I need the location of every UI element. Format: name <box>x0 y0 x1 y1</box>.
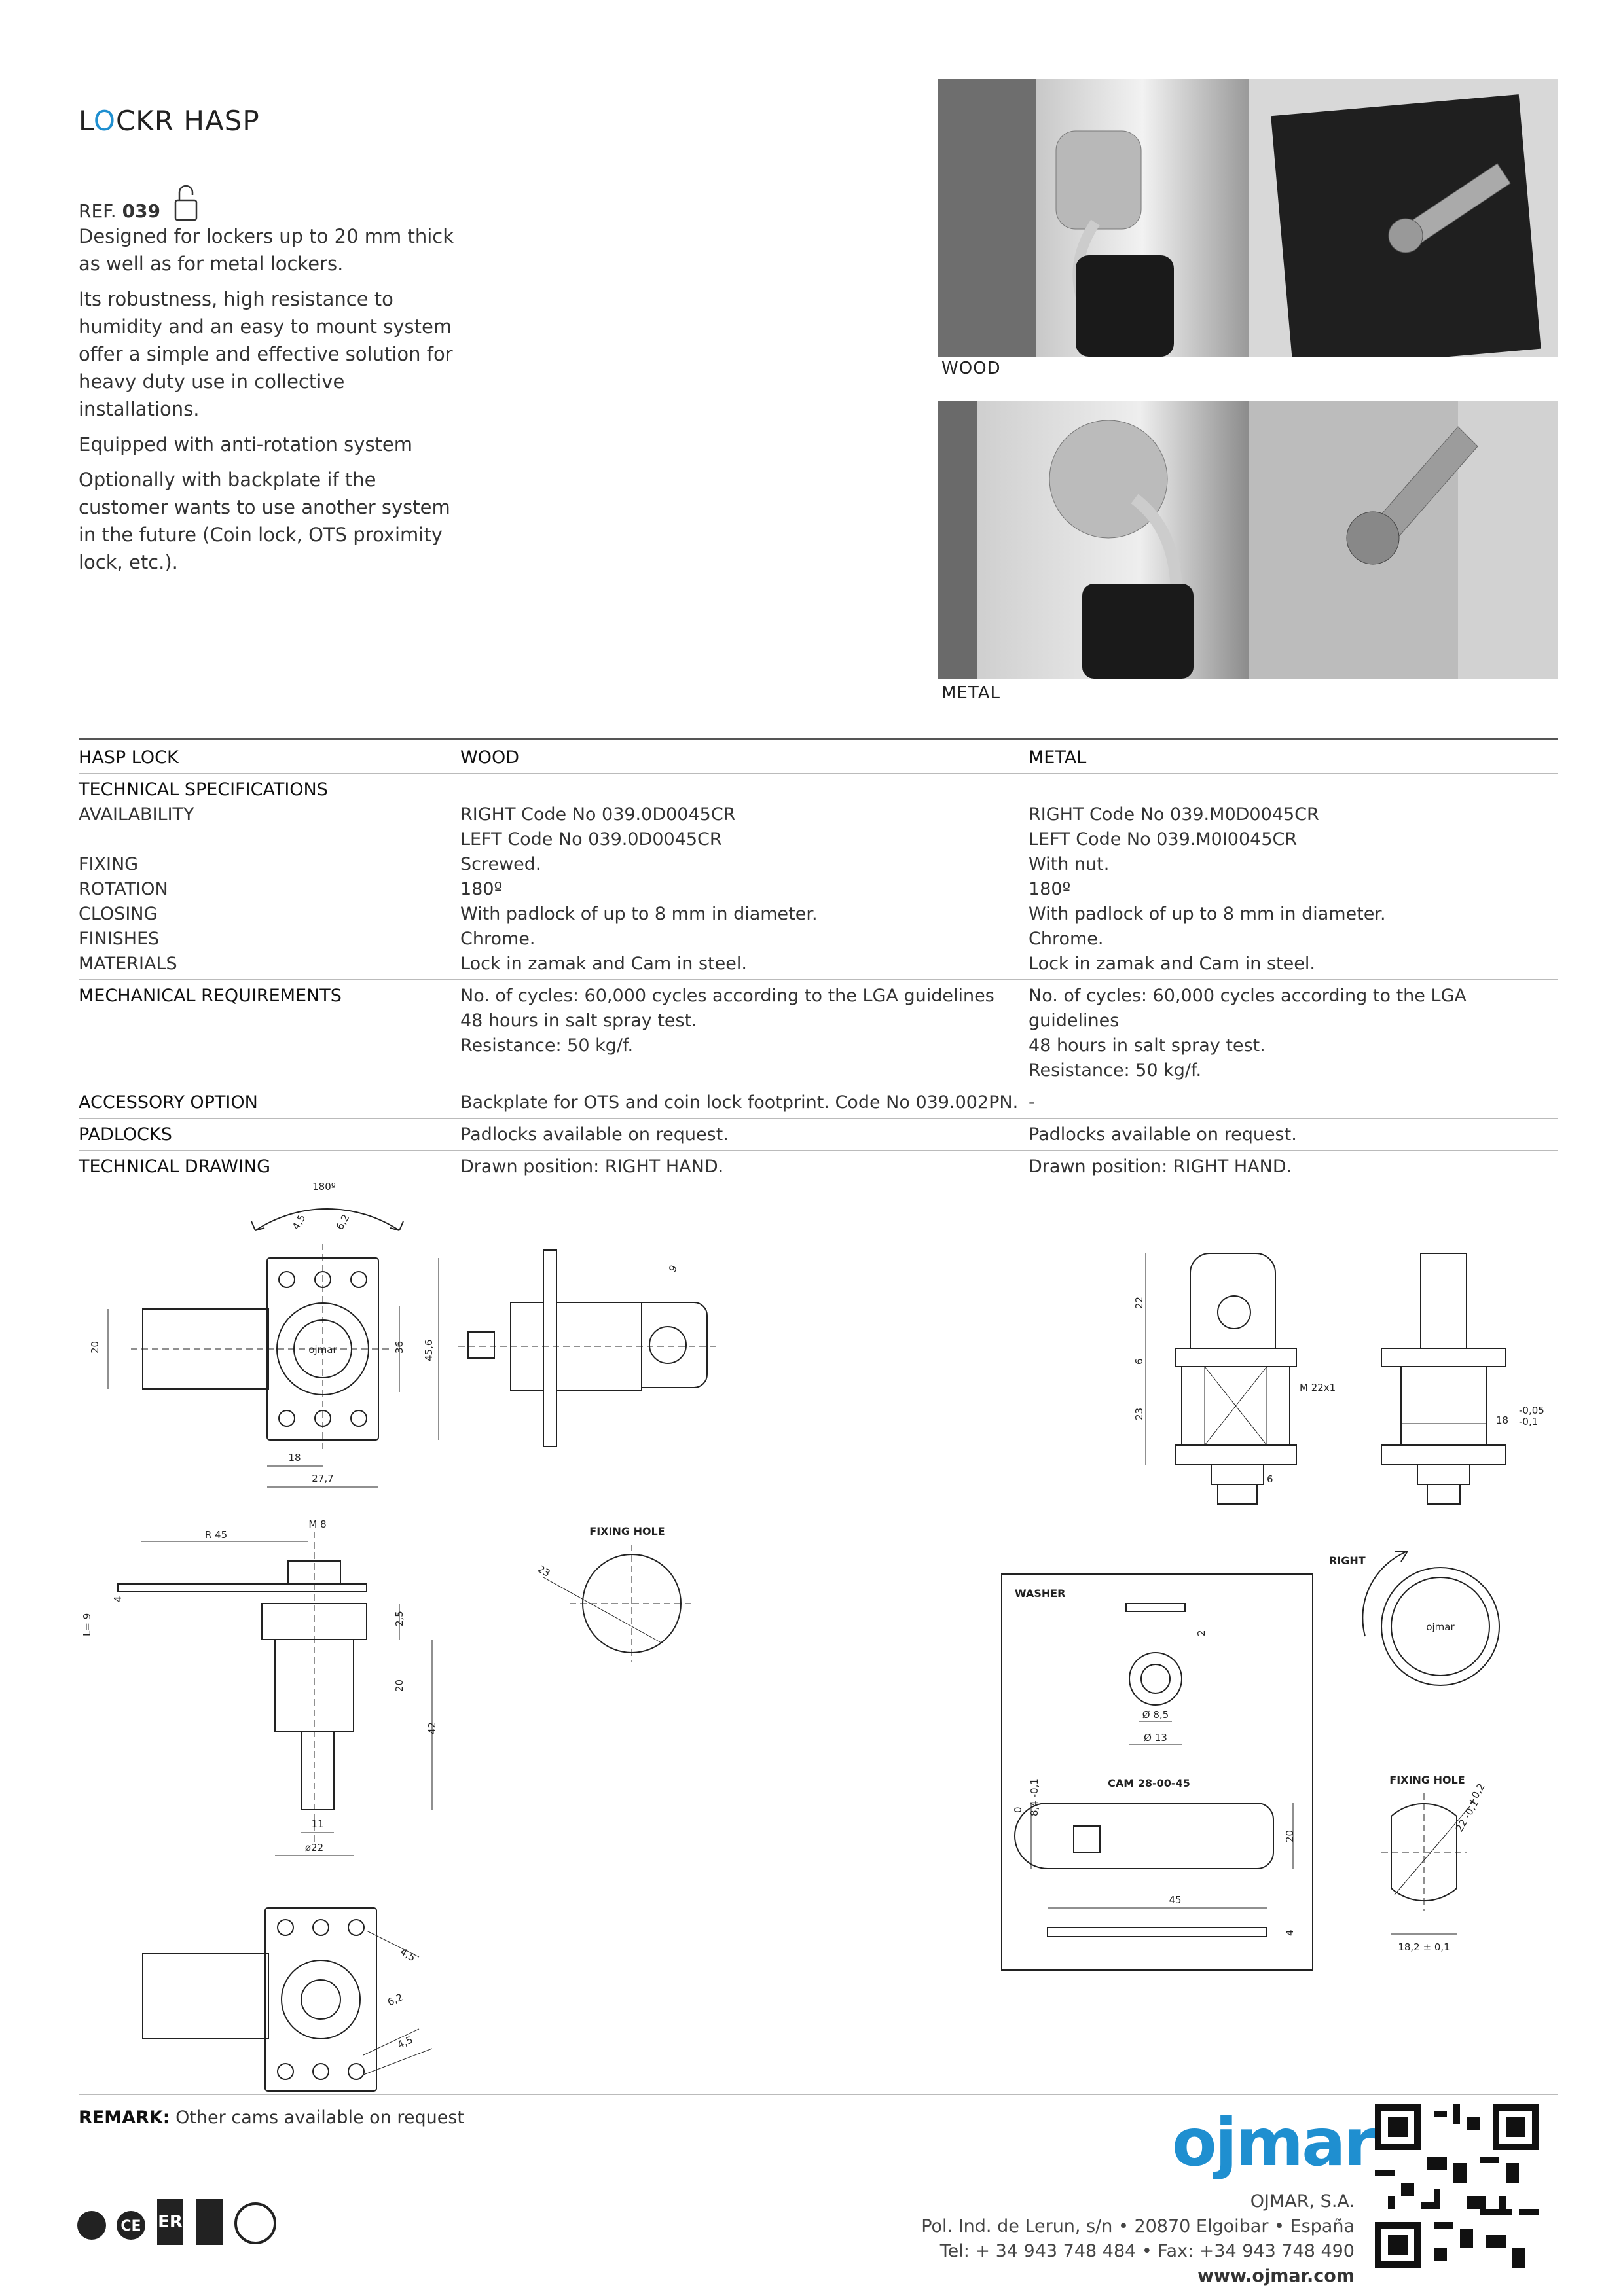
drawing-mark-1: ojmar <box>308 1344 337 1355</box>
dim-11: 11 <box>311 1818 324 1830</box>
dim-9: 9 <box>666 1263 680 1274</box>
spec-row-materials: MATERIALS Lock in zamak and Cam in steel. Lock in zamak and Cam in steel. <box>79 954 1315 974</box>
label-cam: CAM 28-00-45 <box>1108 1777 1190 1789</box>
dim-r45: R 45 <box>204 1529 228 1541</box>
drawing-front-view <box>108 1209 439 1487</box>
dim-22: 22 <box>1133 1296 1145 1309</box>
iqnet-badge-icon <box>77 2211 106 2240</box>
dim-42: 42 <box>426 1721 438 1734</box>
dim-6: 6 <box>1133 1358 1145 1365</box>
dim-m8: M 8 <box>308 1518 327 1530</box>
dim-20: 20 <box>89 1340 101 1354</box>
dim-o22: ø22 <box>304 1842 324 1854</box>
drawing-metal-front <box>1146 1253 1296 1504</box>
intro-paragraph-2: Its robustness, high resistance to humidity and an easy to mount system offer a simple and effective solution for heavy duty use in collective installations. <box>79 288 453 420</box>
dim-4-5-b: 4,5 <box>398 1945 418 1964</box>
dim-8-4: 8,4 -0,1 <box>1029 1778 1040 1816</box>
ref-label: REF. <box>79 200 117 222</box>
drawing-washer-box <box>1002 1574 1313 1970</box>
remark: REMARK: Other cams available on request <box>79 2108 464 2128</box>
dim-4: 4 <box>112 1596 124 1602</box>
dim-36: 36 <box>393 1340 405 1354</box>
dim-27-7: 27,7 <box>312 1473 334 1484</box>
reference <box>79 183 199 223</box>
dim-18-b: 18 <box>1496 1414 1509 1426</box>
spec-table <box>79 738 1558 1179</box>
qr-code-icon[interactable] <box>1375 2104 1539 2268</box>
photo-wood-cam <box>1249 79 1558 357</box>
spec-row-availability: AVAILABILITY RIGHT Code No 039.0D0045CR LEFT Code No 039.0D0045CR RIGHT Code No 039.M0D0045CR LEFT Code No 039.M0I0045CR <box>79 804 1319 850</box>
dim-8-4-top: 0 <box>1012 1806 1024 1813</box>
drawing-back-view <box>143 1908 432 2091</box>
dim-180: 180º <box>312 1181 336 1193</box>
padlock-icon <box>173 183 199 223</box>
label-fixing-hole: FIXING HOLE <box>589 1525 665 1537</box>
spec-tech-title: TECHNICAL SPECIFICATIONS <box>79 780 328 800</box>
dim-4-5-a: 4,5 <box>289 1212 308 1232</box>
dim-tol-bot: -0,1 <box>1519 1416 1539 1427</box>
caption-wood: WOOD <box>941 359 1001 378</box>
photo-metal-padlock <box>938 401 1249 679</box>
lga-badge-icon <box>236 2204 275 2243</box>
caption-metal: METAL <box>941 683 1000 703</box>
photo-wood-padlock <box>938 79 1249 357</box>
product-title: LOCKR HASP <box>79 105 260 137</box>
label-washer: WASHER <box>1015 1587 1066 1600</box>
dim-6-2-b: 6,2 <box>386 1991 405 2009</box>
dim-23-b: 23 <box>1133 1407 1145 1420</box>
dim-23: 23 <box>536 1562 553 1580</box>
dim-6-b: 6 <box>1267 1473 1273 1485</box>
drawing-fixing-hole-metal <box>1381 1793 1470 1934</box>
photo-metal-cam <box>1249 401 1558 679</box>
spec-row-drawing: TECHNICAL DRAWING Drawn position: RIGHT HAND. Drawn position: RIGHT HAND. <box>79 1157 1292 1177</box>
drawing-cam-view <box>118 1532 432 1856</box>
footer-address <box>921 2189 1355 2289</box>
address: Pol. Ind. de Lerun, s/n • 20870 Elgoibar • España <box>921 2216 1355 2236</box>
intro-text <box>79 223 458 584</box>
spec-row-rotation: ROTATION 180º 180º <box>79 879 1071 899</box>
svg-text:ER: ER <box>158 2212 183 2232</box>
label-fixing-hole-2: FIXING HOLE <box>1389 1774 1465 1786</box>
company-name: OJMAR, S.A. <box>1250 2191 1355 2212</box>
drawing-side-view <box>458 1250 720 1446</box>
dim-6-2-a: 6,2 <box>333 1212 352 1232</box>
dim-4-5-c: 4,5 <box>395 2034 415 2051</box>
ref-code: 039 <box>122 200 161 222</box>
dim-22-top: +0,2 <box>1465 1781 1487 1808</box>
drawing-mark-2: ojmar <box>1426 1621 1455 1633</box>
website-link[interactable]: www.ojmar.com <box>1197 2266 1355 2286</box>
dim-tol-top: -0,05 <box>1519 1405 1544 1416</box>
dim-4-b: 4 <box>1284 1929 1296 1936</box>
dim-2: 2 <box>1195 1630 1207 1636</box>
dim-o85: Ø 8,5 <box>1142 1709 1169 1721</box>
dim-45: 45 <box>1169 1894 1182 1906</box>
intro-paragraph-4: Optionally with backplate if the customer wants to use another system in the future (Coin lock, OTS proximity lock, etc.). <box>79 469 450 573</box>
aenor-badge-icon <box>196 2199 223 2245</box>
dim-45-6: 45,6 <box>423 1339 435 1361</box>
svg-text:CE: CE <box>120 2218 141 2234</box>
certification-badges <box>75 2196 324 2248</box>
dim-20-b: 20 <box>393 1679 405 1692</box>
spec-row-padlocks: PADLOCKS Padlocks available on request. Padlocks available on request. <box>79 1124 1297 1145</box>
spec-row-fixing: FIXING Screwed. With nut. <box>79 854 1110 874</box>
phone: Tel: + 34 943 748 484 • Fax: +34 943 748 490 <box>939 2241 1355 2261</box>
dim-m22: M 22x1 <box>1300 1382 1336 1393</box>
dim-2-5: 2,5 <box>393 1611 405 1626</box>
remark-divider <box>79 2094 1558 2095</box>
spec-row-accessory: ACCESSORY OPTION Backplate for OTS and coin lock footprint. Code No 039.002PN. - <box>79 1092 1035 1113</box>
dim-22-b: 22 -0,1 <box>1453 1797 1482 1834</box>
dim-18-2: 18,2 ± 0,1 <box>1398 1941 1450 1953</box>
spec-header-row: HASP LOCK WOOD METAL <box>79 747 1087 768</box>
dim-l9: L= 9 <box>81 1613 93 1636</box>
spec-row-finishes: FINISHES Chrome. Chrome. <box>79 929 1104 949</box>
label-right: RIGHT <box>1329 1554 1366 1567</box>
drawing-fixing-hole-wood <box>543 1545 694 1662</box>
intro-paragraph-1: Designed for lockers up to 20 mm thick as well as for metal lockers. <box>79 225 454 275</box>
spec-row-closing: CLOSING With padlock of up to 8 mm in diameter. With padlock of up to 8 mm in diameter. <box>79 904 1386 924</box>
intro-paragraph-3: Equipped with anti-rotation system <box>79 433 413 456</box>
dim-o13: Ø 13 <box>1144 1732 1167 1744</box>
ojmar-logo: ojmar <box>1172 2104 1374 2181</box>
drawing-metal-side <box>1381 1253 1509 1504</box>
dim-18: 18 <box>288 1452 301 1463</box>
dim-20-c: 20 <box>1284 1829 1296 1842</box>
drawing-right-view <box>1362 1551 1499 1685</box>
spec-row-mechanical: MECHANICAL REQUIREMENTS No. of cycles: 60,000 cycles according to the LGA guidelines 48 hours in salt spray test. Resistance: 50 kg/f. No. of cycles: 60,000 cycles according to the LGA guidelines 48 hours in salt spray test. Resistance: 50 kg/f. <box>79 986 1467 1081</box>
